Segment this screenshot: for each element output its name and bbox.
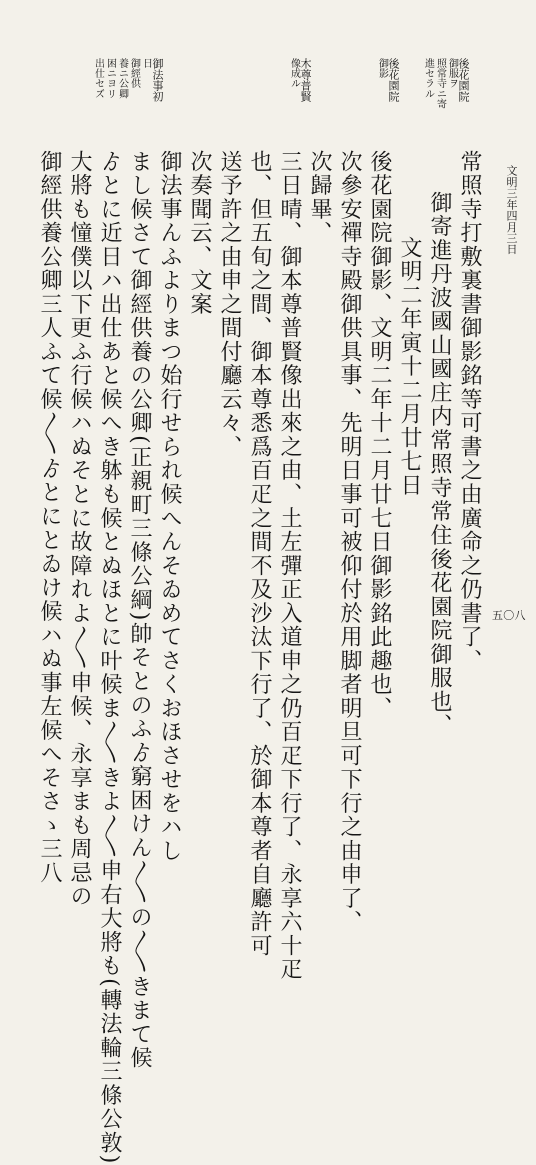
text-line: 三日晴、御本尊普賢像出來之由、土左彈正入道申之仍百疋下行了、永享六十疋 [277,150,302,982]
margin-note-text: 養ニ公卿 [116,58,128,99]
margin-note-title: 木尊普賢 [299,58,312,102]
margin-note-title: 後花園院 [457,58,470,102]
margin-note-text: 像成ル [288,58,300,89]
text-line: 也、但五旬之間、御本尊悉爲百疋之間不及沙汰下行了、於御本尊者自廳許可 [247,150,272,958]
margin-note-text: 困ニヨリ [104,58,116,99]
text-line: 御經供養公卿三人ふて候〱ゟとにとゐけ候ハぬ事左候へそさゝ三八 [37,150,62,885]
page-date-header: 文明三年四月三日 [505,165,518,255]
margin-note-text: 御服ヲ [446,58,458,89]
text-line: 大將も憧僕以下更ふ行候ハぬそとに故障れよ〱申候、永享まも周忌の [67,150,92,909]
margin-note-text: 日 [140,58,152,69]
text-line: まし候さて御經供養の公卿(正親町三條公綱)帥そとのふゟ窮困けん〱の〱きまて候 [127,150,152,1071]
margin-note-text: 御影 [376,58,388,79]
text-line: 御寄進丹波國山國庄内常照寺常住後花園院御服也、 [427,191,452,738]
margin-note-title: 後花園院 [387,58,400,102]
margin-note-text: 進セラル [422,58,434,99]
margin-note-text: 御經供 [128,58,140,89]
margin-note-text: 照常寺ニ寄 [434,58,446,109]
margin-note-text: 出仕セズ [92,58,104,99]
page-number: 五〇八 [492,609,526,622]
text-line: 御法事んふよりまつ始行せられ候へんそゐめてさくおほさせをハし [157,150,182,863]
text-line: 文明二年寅十二月廿七日 [397,236,422,498]
text-line: ゟとに近日ハ出仕あと候へき躰も候とぬほとに叶候ま〱きよ〱申右大將も(轉法輪三條公敦) [97,150,122,1165]
text-line: 次參安禪寺殿御供具事、先明日事可被仰付於用脚者明旦可下行之由申了、 [337,150,362,935]
text-line: 次奏聞云、文案 [187,150,212,317]
margin-note-title: 御法事初 [151,58,164,102]
text-line: 後花園院御影、文明二年十二月廿七日御影銘此趣也、 [367,150,392,721]
text-line: 常照寺打敷裏書御影銘等可書之由廣命之仍書了、 [457,150,482,673]
text-line: 次歸畢、 [307,150,332,246]
text-line: 送予許之由申之間付廳云々、 [217,150,242,459]
